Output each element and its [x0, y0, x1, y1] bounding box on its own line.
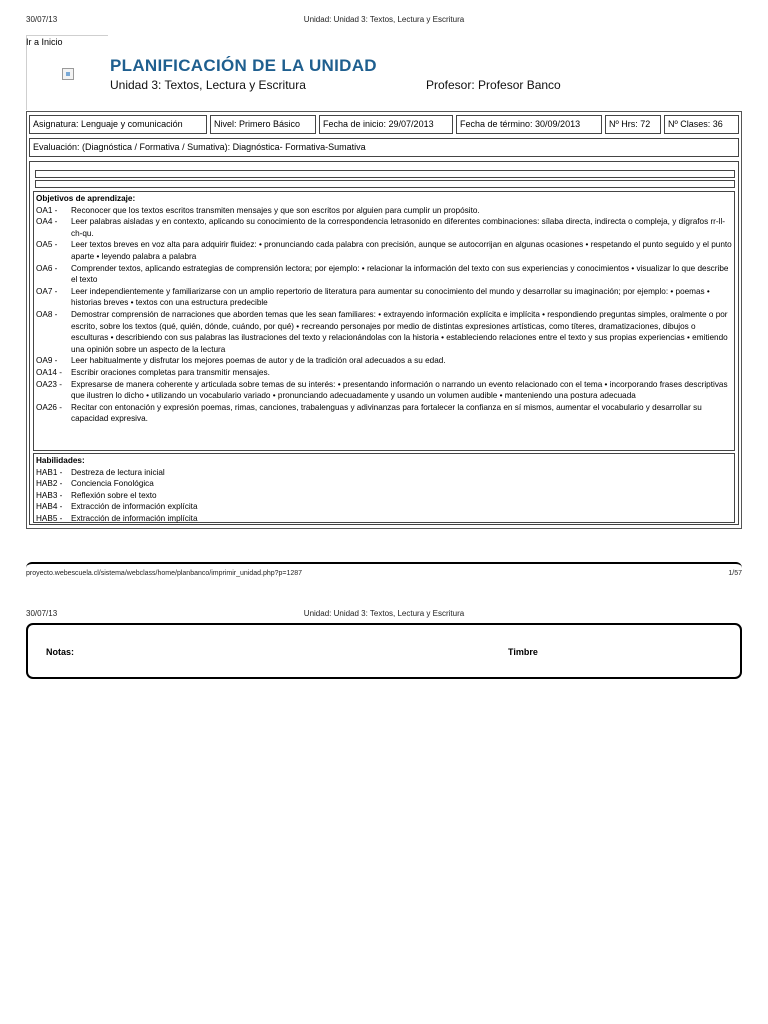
end-date-cell: Fecha de término: 30/09/2013	[456, 115, 602, 134]
item-code: OA8 -	[36, 309, 58, 319]
item-text: Leer palabras aisladas y en contexto, aplicando su conocimiento de la correspondencia letrasonido en diferentes combinaciones: sílaba directa, indirecta o compleja, y dígrafos rr-ll-ch-qu.	[71, 217, 726, 238]
list-item	[36, 467, 732, 479]
item-code: HAB2 -	[36, 479, 63, 489]
page-separator	[26, 562, 742, 568]
item-text: Comprender textos, aplicando estrategias de comprensión lectora; por ejemplo: • relacionar la información del texto con sus experiencias y conocimientos • visualizar lo que describe el texto	[71, 263, 729, 285]
item-text: Recitar con entonación y expresión poemas, rimas, canciones, trabalenguas y adivinanzas para fortalecer la confianza en sí mismos, aumentar el vocabulario y desarrollar su capacidad expresiva.	[71, 402, 702, 424]
hours-cell: Nº Hrs: 72	[605, 115, 661, 134]
print-url: proyecto.webescuela.cl/sistema/webclass/home/planbanco/imprimir_unidad.php?p=1287	[26, 570, 303, 577]
list-item	[36, 286, 732, 309]
item-code: OA5 -	[36, 240, 58, 250]
unit-subtitle: Unidad 3: Textos, Lectura y Escritura	[110, 78, 306, 92]
level-cell: Nivel: Primero Básico	[210, 115, 316, 134]
stamp-label: Timbre	[508, 647, 538, 657]
broken-image-icon	[62, 68, 74, 80]
skills-section	[33, 453, 735, 523]
list-item	[36, 309, 732, 355]
list-item	[36, 355, 732, 367]
list-item	[36, 513, 732, 525]
item-text: Leer habitualmente y disfrutar los mejores poemas de autor y de la tradición oral adecuados a su edad.	[71, 356, 446, 366]
item-code: HAB4 -	[36, 502, 63, 512]
objectives-heading: Objetivos de aprendizaje:	[36, 194, 136, 203]
subject-cell: Asignatura: Lenguaje y comunicación	[29, 115, 207, 134]
objectives-section	[33, 191, 735, 451]
item-text: Extracción de información implícita	[71, 513, 198, 523]
list-item	[36, 263, 732, 286]
item-text: Reconocer que los textos escritos transmiten mensajes y que son escritos por alguien para cumplir un propósito.	[71, 205, 480, 215]
list-item	[36, 379, 732, 402]
list-item	[36, 239, 732, 262]
classes-cell: Nº Clases: 36	[664, 115, 739, 134]
item-code: OA14 -	[36, 367, 62, 377]
empty-row	[35, 170, 735, 178]
notes-box	[26, 623, 742, 679]
item-text: Extracción de información explícita	[71, 502, 198, 512]
item-code: OA4 -	[36, 217, 58, 227]
skills-heading: Habilidades:	[36, 456, 85, 465]
print-title: Unidad: Unidad 3: Textos, Lectura y Escritura	[303, 15, 465, 24]
item-text: Leer independientemente y familiarizarse con un amplio repertorio de literatura para aumentar su conocimiento del mundo y desarrollar su imaginación; por ejemplo: • poemas • historias breves • textos con una estructura predecible	[71, 286, 710, 308]
item-code: OA7 -	[36, 286, 58, 296]
print-date: 30/07/13	[26, 609, 58, 618]
evaluation-cell: Evaluación: (Diagnóstica / Formativa / Sumativa): Diagnóstica- Formativa-Sumativa	[29, 138, 739, 157]
item-code: OA23 -	[36, 379, 62, 389]
list-item	[36, 367, 732, 379]
item-text: Reflexión sobre el texto	[71, 490, 157, 500]
item-code: HAB3 -	[36, 490, 63, 500]
list-item	[36, 501, 732, 513]
list-item	[36, 490, 732, 502]
page-number: 1/57	[728, 570, 742, 577]
print-date: 30/07/13	[26, 15, 58, 24]
item-code: OA6 -	[36, 263, 58, 273]
info-row	[29, 115, 739, 134]
item-text: Demostrar comprensión de narraciones que aborden temas que les sean familiares: • extrayendo información explícita e implícita • respondiendo preguntas simples, oralmente o por escrito, sobre los textos (qué, quién, dónde, cuándo, por qué) • recreando personajes por medio de distintas expresiones artísticas, como títeres, dramatizaciones, dibujos o esculturas • describiendo con sus palabras las ilustraciones del texto y relacionándolas con la historia • estableciendo relaciones entre el texto y sus propias experiencias • emitiendo una opinión sobre un aspecto de la lectura	[71, 309, 728, 354]
item-text: Conciencia Fonológica	[71, 479, 154, 489]
print-title: Unidad: Unidad 3: Textos, Lectura y Escritura	[303, 609, 465, 618]
item-text: Escribir oraciones completas para transmitir mensajes.	[71, 367, 270, 377]
item-code: OA9 -	[36, 356, 58, 366]
home-link[interactable]: Ir a Inicio	[26, 37, 63, 47]
item-text: Leer textos breves en voz alta para adquirir fluidez: • pronunciando cada palabra con precisión, aunque se autocorrijan en algunas ocasiones • respetando el punto seguido y el punto aparte • leyendo palabra a palabra	[71, 240, 732, 261]
notes-label: Notas:	[46, 647, 75, 657]
list-item	[36, 402, 732, 425]
teacher-label: Profesor: Profesor Banco	[426, 78, 561, 92]
item-code: OA26 -	[36, 402, 62, 412]
page-title: PLANIFICACIÓN DE LA UNIDAD	[110, 56, 377, 75]
item-code: HAB5 -	[36, 513, 63, 523]
item-text: Expresarse de manera coherente y articulada sobre temas de su interés: • presentando información o narrando un evento relacionado con el tema • incorporando frases descriptivas que ilustren lo dicho • utilizando un vocabulario variado • pronunciando adecuadamente y usando un volumen audible • manteniendo una postura adecuada	[71, 379, 728, 401]
list-item	[36, 478, 732, 490]
start-date-cell: Fecha de inicio: 29/07/2013	[319, 115, 453, 134]
empty-row	[35, 180, 735, 188]
list-item	[36, 216, 732, 239]
item-text: Destreza de lectura inicial	[71, 467, 165, 477]
item-code: OA1 -	[36, 205, 58, 215]
item-code: HAB1 -	[36, 467, 63, 477]
list-item	[36, 205, 732, 217]
